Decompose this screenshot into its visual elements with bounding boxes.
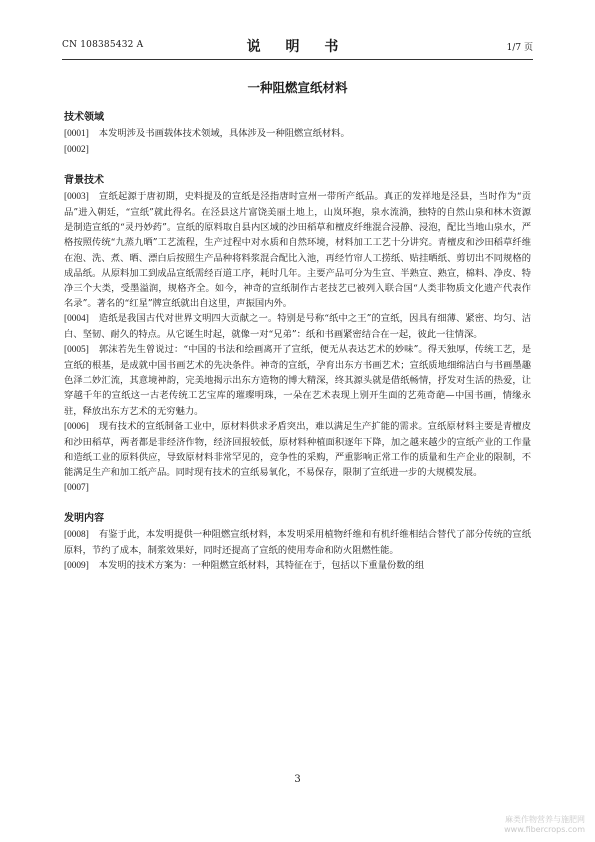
page-header — [62, 34, 533, 56]
document-title: 一种阻燃宣纸材料 — [247, 80, 348, 95]
paragraph-text: 现有技术的宣纸制备工业中，原材料供求矛盾突出，难以满足生产扩能的需求。宣纸原材料主要是青檀皮和沙田稻草，两者都是非经济作物，经济回报较低，原材料种植面积逐年下降，加之越来越少的宣纸产业的工作量和造纸工业的原料供应，导致原材料非常罕见的，竞争性的采购，严重影响正常工作的质量和生产企业的限制，不能满足生产和加工纸产品。同时现有技术的宣纸易氧化，不易保存，限制了宣纸进一步的大规模发展。 — [64, 420, 531, 478]
paragraph-number: [0007] — [64, 482, 89, 493]
paragraph — [64, 558, 531, 574]
paragraph — [64, 126, 531, 142]
site-watermark — [504, 815, 585, 835]
watermark-url: www.fibercrops.com — [504, 825, 585, 834]
paragraph-text: 造纸是我国古代对世界文明四大贡献之一。特别是号称“纸中之王”的宣纸，因具有细薄、紧密、均匀、洁白、坚韧、耐久的特点。从它诞生时起，就像一对“兄弟”：纸和书画紧密结合在一起，彼此一往情深。 — [64, 312, 531, 341]
paragraph — [64, 342, 531, 418]
paragraph-number: [0001] — [64, 129, 89, 139]
section-heading: 技术领域 — [64, 112, 104, 123]
section-heading: 背景技术 — [64, 175, 104, 187]
paragraph — [64, 142, 531, 158]
section-technical-field — [64, 108, 531, 158]
paragraph — [64, 189, 531, 311]
section-background — [64, 171, 531, 496]
patent-number: CN 108385432 A — [62, 40, 144, 50]
paragraph-number: [0004] — [64, 313, 89, 324]
paragraph — [64, 419, 531, 480]
paragraph-text: 宣纸起源于唐初期，史料提及的宣纸是泾指唐时宣州一带所产纸品。真正的发祥地是泾县，当时作为“贡品”进入朝廷，“宣纸”就此得名。在泾县这片富饶美丽土地上，山岚环抱，泉水流淌，独特的自然山泉和林木资源是制造宣纸的“灵丹妙药”。宣纸的原料取自县内区域的沙田稻草和檀皮纤维混合浸静、浸泡，配比当地山泉水，严格按照传统“九蒸九晒”工艺流程，生产过程中对水质和自然环境，材料加工工艺十分讲究。青檀皮和沙田稻草纤维在泡、洗、煮、晒、漂白后按照生产品种将料浆混合配比入池，再经竹帘人工捞纸、贴挂晒纸、剪切出不同规格的成品纸。从原料加工到成品宣纸需经百道工序，耗时几年。主要产品可分为生宣、半熟宣、熟宣，棉料、净皮、特净三个大类，受墨溢润，规格齐全。如今，神奇的宣纸制作古老技艺已被列入联合国“人类非物质文化遗产代表作名录”。著名的“红星”牌宣纸就出自这里，声振国内外。 — [64, 191, 531, 309]
page-of-indicator: 1/7 页 — [506, 43, 533, 53]
paragraph — [64, 480, 531, 496]
paragraph — [64, 311, 531, 342]
paragraph-text: 本发明涉及书画载体技术领域，具体涉及一种阻燃宣纸材料。 — [98, 128, 350, 139]
section-heading: 发明内容 — [64, 513, 104, 525]
watermark-site-name: 麻类作物营养与施肥网 — [505, 815, 585, 824]
paragraph-text: 有鉴于此，本发明提供一种阻燃宣纸材料，本发明采用植物纤维和有机纤维相结合替代了部分传统的宣纸原料，节约了成本，制浆效果好，同时还提高了宣纸的使用寿命和防火阻燃性能。 — [64, 529, 531, 557]
paragraph-number: [0006] — [64, 421, 89, 432]
paragraph-number: [0009] — [64, 561, 89, 572]
page-number: 3 — [294, 774, 301, 785]
document-type-label: 说 明 书 — [246, 39, 349, 55]
header-divider — [62, 59, 533, 60]
section-summary — [64, 509, 531, 574]
paragraph-number: [0003] — [64, 192, 89, 203]
paragraph-text: 本发明的技术方案为：一种阻燃宣纸材料，其特征在于，包括以下重量份数的组 — [98, 560, 425, 572]
document-body — [64, 108, 531, 587]
paragraph — [64, 527, 531, 558]
paragraph-number: [0008] — [64, 530, 89, 541]
paragraph-number: [0002] — [64, 145, 89, 156]
paragraph-text: 郭沫若先生曾说过：“中国的书法和绘画离开了宣纸，便无从表达艺术的妙味”。得天独厚，传统工艺，是宣纸的根基，是成就中国书画艺术的先决条件。神奇的宣纸，孕育出东方书画艺术；宣纸质地细绵洁白与书画墨趣色泽二妙汇流，其意境神韵，完美地揭示出东方造物的博大精深，终其源头就是借纸畅情，抒发对生活的热爱，让穿越千年的宣纸这一古老传统工艺宝库的璀璨明珠，一朵在艺术表现上别开生面的艺苑奇葩—中国书画，情缘永驻，释放出东方艺术的无穷魅力。 — [64, 344, 531, 417]
paragraph-number: [0005] — [64, 345, 89, 356]
